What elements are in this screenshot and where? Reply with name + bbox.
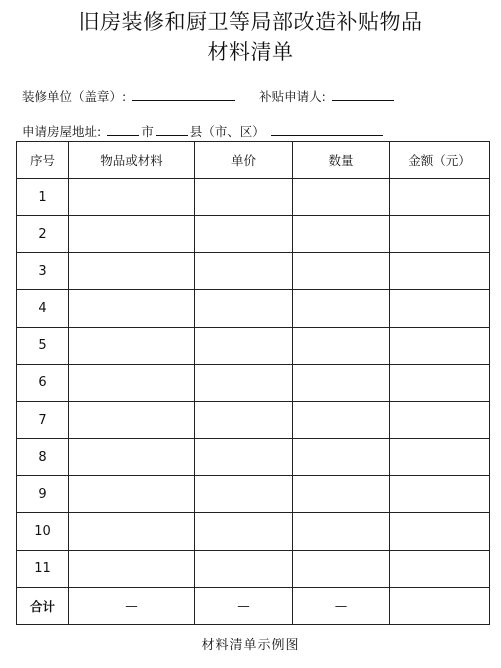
table-row xyxy=(17,439,490,476)
applicant-label: 补贴申请人: xyxy=(259,89,326,104)
table-row xyxy=(17,216,490,253)
quantity-cell[interactable] xyxy=(293,439,390,476)
header-unit-price: 单价 xyxy=(195,142,293,179)
quantity-cell[interactable] xyxy=(293,216,390,253)
item-cell[interactable] xyxy=(69,179,195,216)
unit-price-cell[interactable] xyxy=(195,550,293,587)
city-blank[interactable] xyxy=(107,122,139,136)
table-row xyxy=(17,364,490,401)
figure-caption: 材料清单示例图 xyxy=(201,638,300,653)
row-index: 3 xyxy=(17,253,69,290)
total-quantity-dash: — xyxy=(293,587,390,624)
total-amount-cell[interactable] xyxy=(390,587,490,624)
unit-price-cell[interactable] xyxy=(195,439,293,476)
amount-cell[interactable] xyxy=(390,550,490,587)
applicant-blank[interactable] xyxy=(332,87,394,101)
unit-label: 装修单位（盖章）: xyxy=(22,89,127,104)
document-title-line1: 旧房装修和厨卫等局部改造补贴物品 xyxy=(78,10,423,34)
row-index: 4 xyxy=(17,290,69,327)
quantity-cell[interactable] xyxy=(293,364,390,401)
row-index: 2 xyxy=(17,216,69,253)
item-cell[interactable] xyxy=(69,439,195,476)
city-label: 市 xyxy=(141,124,154,139)
amount-cell[interactable] xyxy=(390,364,490,401)
item-cell[interactable] xyxy=(69,513,195,550)
item-cell[interactable] xyxy=(69,327,195,364)
amount-cell[interactable] xyxy=(390,327,490,364)
table-row xyxy=(17,253,490,290)
county-label: 县（市、区） xyxy=(189,124,265,139)
quantity-cell[interactable] xyxy=(293,179,390,216)
document-title-line2: 材料清单 xyxy=(207,40,294,64)
row-index: 11 xyxy=(17,550,69,587)
row-index: 1 xyxy=(17,179,69,216)
row-index: 7 xyxy=(17,401,69,438)
amount-cell[interactable] xyxy=(390,439,490,476)
table-row xyxy=(17,327,490,364)
item-cell[interactable] xyxy=(69,216,195,253)
row-index: 9 xyxy=(17,476,69,513)
table-row xyxy=(17,476,490,513)
header-index: 序号 xyxy=(17,142,69,179)
quantity-cell[interactable] xyxy=(293,401,390,438)
county-blank[interactable] xyxy=(156,122,188,136)
item-cell[interactable] xyxy=(69,290,195,327)
table-row xyxy=(17,550,490,587)
row-index: 8 xyxy=(17,439,69,476)
item-cell[interactable] xyxy=(69,364,195,401)
table-row xyxy=(17,513,490,550)
materials-table xyxy=(16,141,490,625)
amount-cell[interactable] xyxy=(390,513,490,550)
amount-cell[interactable] xyxy=(390,476,490,513)
unit-applicant-line xyxy=(22,87,396,105)
unit-price-cell[interactable] xyxy=(195,476,293,513)
item-cell[interactable] xyxy=(69,401,195,438)
amount-cell[interactable] xyxy=(390,179,490,216)
unit-price-cell[interactable] xyxy=(195,401,293,438)
district-blank[interactable] xyxy=(271,122,383,136)
header-item: 物品或材料 xyxy=(69,142,195,179)
unit-price-cell[interactable] xyxy=(195,253,293,290)
quantity-cell[interactable] xyxy=(293,513,390,550)
amount-cell[interactable] xyxy=(390,216,490,253)
total-unit-price-dash: — xyxy=(195,587,293,624)
unit-price-cell[interactable] xyxy=(195,364,293,401)
table-row xyxy=(17,290,490,327)
table-row xyxy=(17,179,490,216)
amount-cell[interactable] xyxy=(390,290,490,327)
quantity-cell[interactable] xyxy=(293,476,390,513)
unit-price-cell[interactable] xyxy=(195,216,293,253)
quantity-cell[interactable] xyxy=(293,327,390,364)
quantity-cell[interactable] xyxy=(293,253,390,290)
amount-cell[interactable] xyxy=(390,253,490,290)
total-item-dash: — xyxy=(69,587,195,624)
row-index: 5 xyxy=(17,327,69,364)
row-index: 10 xyxy=(17,513,69,550)
table-header-row xyxy=(17,142,490,179)
unit-price-cell[interactable] xyxy=(195,327,293,364)
item-cell[interactable] xyxy=(69,476,195,513)
quantity-cell[interactable] xyxy=(293,550,390,587)
quantity-cell[interactable] xyxy=(293,290,390,327)
unit-blank[interactable] xyxy=(132,87,235,101)
total-row xyxy=(17,587,490,624)
header-amount: 金额（元） xyxy=(390,142,490,179)
item-cell[interactable] xyxy=(69,253,195,290)
header-quantity: 数量 xyxy=(293,142,390,179)
unit-price-cell[interactable] xyxy=(195,290,293,327)
unit-price-cell[interactable] xyxy=(195,179,293,216)
unit-price-cell[interactable] xyxy=(195,513,293,550)
row-index: 6 xyxy=(17,364,69,401)
address-line xyxy=(22,122,385,140)
table-row xyxy=(17,401,490,438)
address-label: 申请房屋地址: xyxy=(22,124,102,139)
total-label: 合计 xyxy=(17,587,69,624)
amount-cell[interactable] xyxy=(390,401,490,438)
item-cell[interactable] xyxy=(69,550,195,587)
